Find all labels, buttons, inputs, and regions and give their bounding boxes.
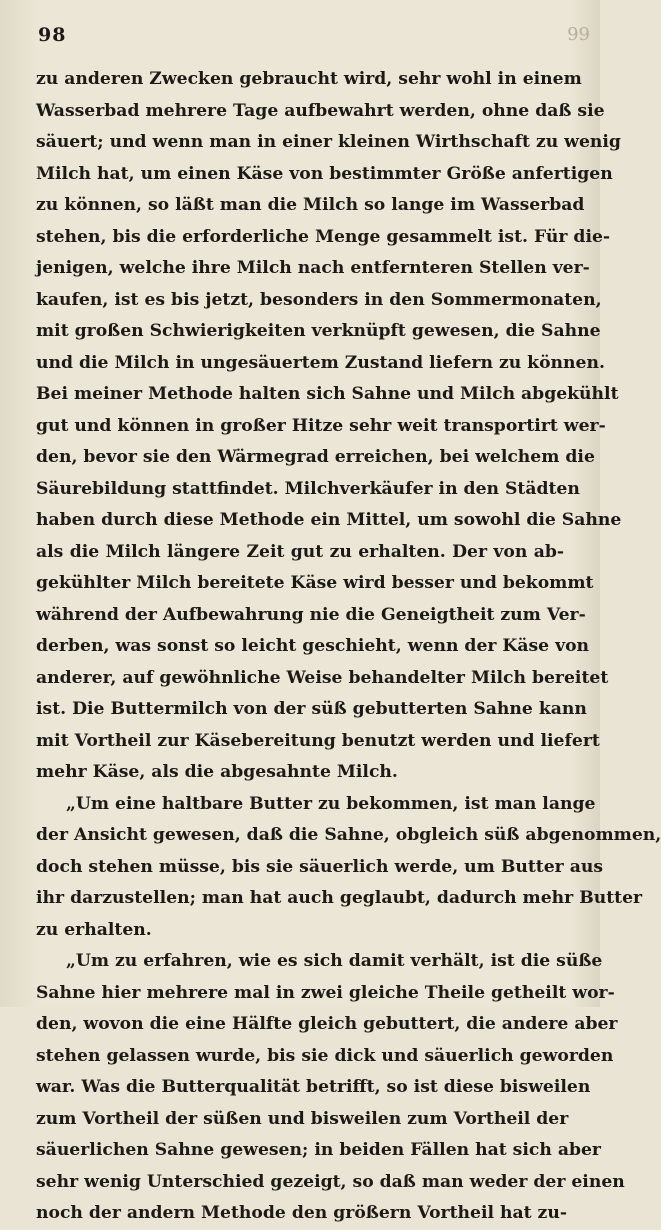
text-line: zu können, so läßt man die Milch so lange im Wasserbad xyxy=(36,195,585,215)
text-line: stehen, bis die erforderliche Menge gesammelt ist. Für die- xyxy=(36,226,611,247)
text-line: während der Aufbewahrung nie die Geneigtheit zum Ver- xyxy=(36,604,586,625)
text-line: zu anderen Zwecken gebraucht wird, sehr wohl in einem xyxy=(36,69,582,89)
text-line: kaufen, ist es bis jetzt, besonders in den Sommermonaten, xyxy=(36,289,602,310)
text-line: anderer, auf gewöhnliche Weise behandelter Milch bereitet xyxy=(36,667,609,688)
text-line: säuerlichen Sahne gewesen; in beiden Fällen hat sich aber xyxy=(36,1140,601,1160)
text-line: ihr darzustellen; man hat auch geglaubt, dadurch mehr Butter xyxy=(36,888,643,908)
text-line: haben durch diese Methode ein Mittel, um sowohl die Sahne xyxy=(36,510,622,530)
text-line: mit großen Schwierigkeiten verknüpft gewesen, die Sahne xyxy=(36,321,601,341)
text-line: war. Was die Butterqualität betrifft, so ist diese bisweilen xyxy=(36,1077,591,1097)
text-line: mit Vortheil zur Käsebereitung benutzt werden und liefert xyxy=(36,730,600,751)
text-line: zum Vortheil der süßen und bisweilen zum Vortheil der xyxy=(36,1108,569,1129)
page-number: 98 xyxy=(38,24,67,46)
text-line: noch der andern Methode den größern Vortheil hat zu- xyxy=(36,1203,567,1223)
text-line: als die Milch längere Zeit gut zu erhalten. Der von ab- xyxy=(36,541,564,562)
bleed-through-page-number: 99 xyxy=(567,24,590,45)
text-line: den, bevor sie den Wärmegrad erreichen, bei welchem die xyxy=(36,447,595,467)
text-line: jenigen, welche ihre Milch nach entfernteren Stellen ver- xyxy=(36,258,590,278)
text-line: den, wovon die eine Hälfte gleich gebuttert, die andere aber xyxy=(36,1014,618,1034)
text-line: ist. Die Buttermilch von der süß gebutterten Sahne kann xyxy=(36,699,587,719)
body-text xyxy=(36,64,661,1230)
text-line: gut und können in großer Hitze sehr weit transportirt wer- xyxy=(36,415,606,436)
text-line: stehen gelassen wurde, bis sie dick und säuerlich geworden xyxy=(36,1045,614,1066)
text-line: säuert; und wenn man in einer kleinen Wirthschaft zu wenig xyxy=(36,132,621,152)
text-line: doch stehen müsse, bis sie säuerlich werde, um Butter aus xyxy=(36,856,604,877)
text-line: zu erhalten. xyxy=(36,919,152,940)
text-line: „Um zu erfahren, wie es sich damit verhält, ist die süße xyxy=(66,951,603,971)
text-line: derben, was sonst so leicht geschieht, wenn der Käse von xyxy=(36,636,590,656)
text-line: Wasserbad mehrere Tage aufbewahrt werden, ohne daß sie xyxy=(36,100,605,121)
text-line: und die Milch in ungesäuertem Zustand liefern zu können. xyxy=(36,352,605,373)
text-line: Milch hat, um einen Käse von bestimmter Größe anfertigen xyxy=(36,163,613,184)
text-line: gekühlter Milch bereitete Käse wird besser und bekommt xyxy=(36,573,594,593)
text-line: sehr wenig Unterschied gezeigt, so daß man weder der einen xyxy=(36,1171,625,1192)
text-line: Säurebildung stattfindet. Milchverkäufer in den Städten xyxy=(36,478,580,499)
text-line: der Ansicht gewesen, daß die Sahne, obgleich süß abgenommen, xyxy=(36,825,661,845)
text-line: Bei meiner Methode halten sich Sahne und Milch abgekühlt xyxy=(36,384,619,404)
text-line: Sahne hier mehrere mal in zwei gleiche Theile getheilt wor- xyxy=(36,982,615,1003)
text-line: mehr Käse, als die abgesahnte Milch. xyxy=(36,762,398,782)
text-line: „Um eine haltbare Butter zu bekommen, ist man lange xyxy=(66,793,596,814)
